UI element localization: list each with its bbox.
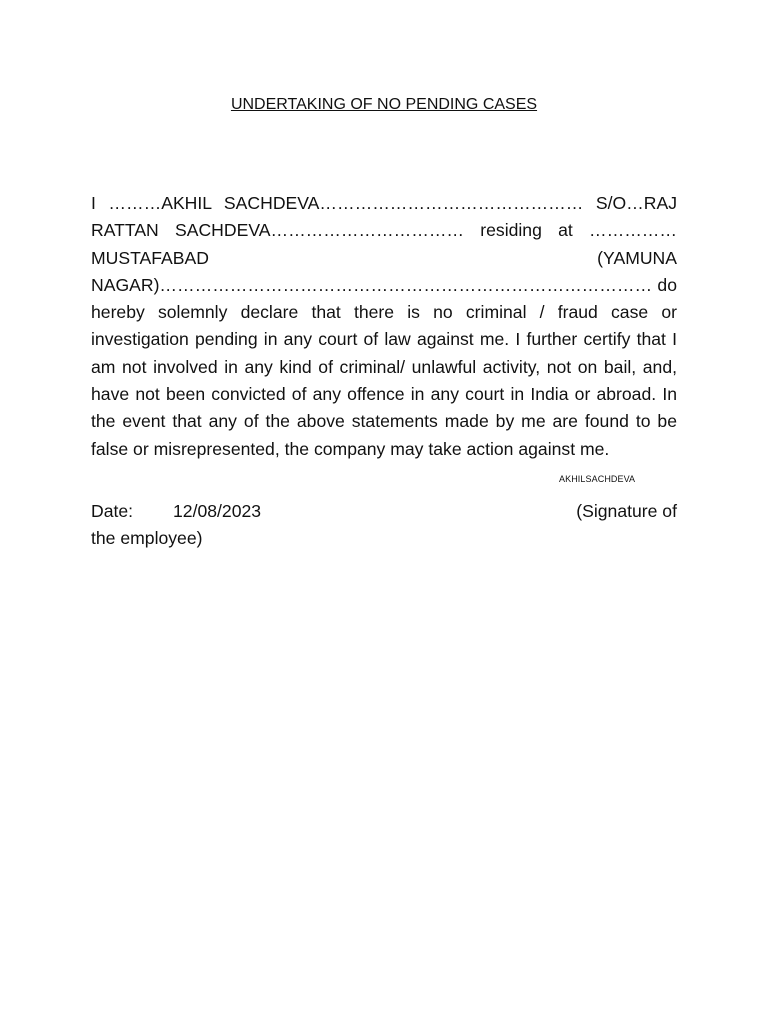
- signature-caption-continued: the employee): [91, 528, 203, 549]
- signature-caption: (Signature of: [576, 501, 677, 521]
- document-title: UNDERTAKING OF NO PENDING CASES: [230, 96, 538, 113]
- signature-name: AKHILSACHDEVA: [559, 474, 636, 484]
- date-label: Date:: [91, 501, 134, 521]
- date-value: 12/08/2023: [173, 501, 262, 521]
- declaration-paragraph: I ………AKHIL SACHDEVA……………………………………… S/O…RAJ RATTAN SACHDEVA…………………………… residing at ……………MUSTAFABAD (YAMUNA NAGAR)………………………………………………………………………… do hereby solemnly declare that there is no criminal / fraud case or investigation pending in any court of law against me. I further certify that I am not involved in any kind of criminal/ unlawful activity, not on bail, and, have not been convicted of any offence in any court in India or abroad. In the event that any of the above statements made by me are found to be false or misrepresented, the company may take action against me.: [91, 193, 677, 459]
- date-signature-block: [91, 498, 677, 553]
